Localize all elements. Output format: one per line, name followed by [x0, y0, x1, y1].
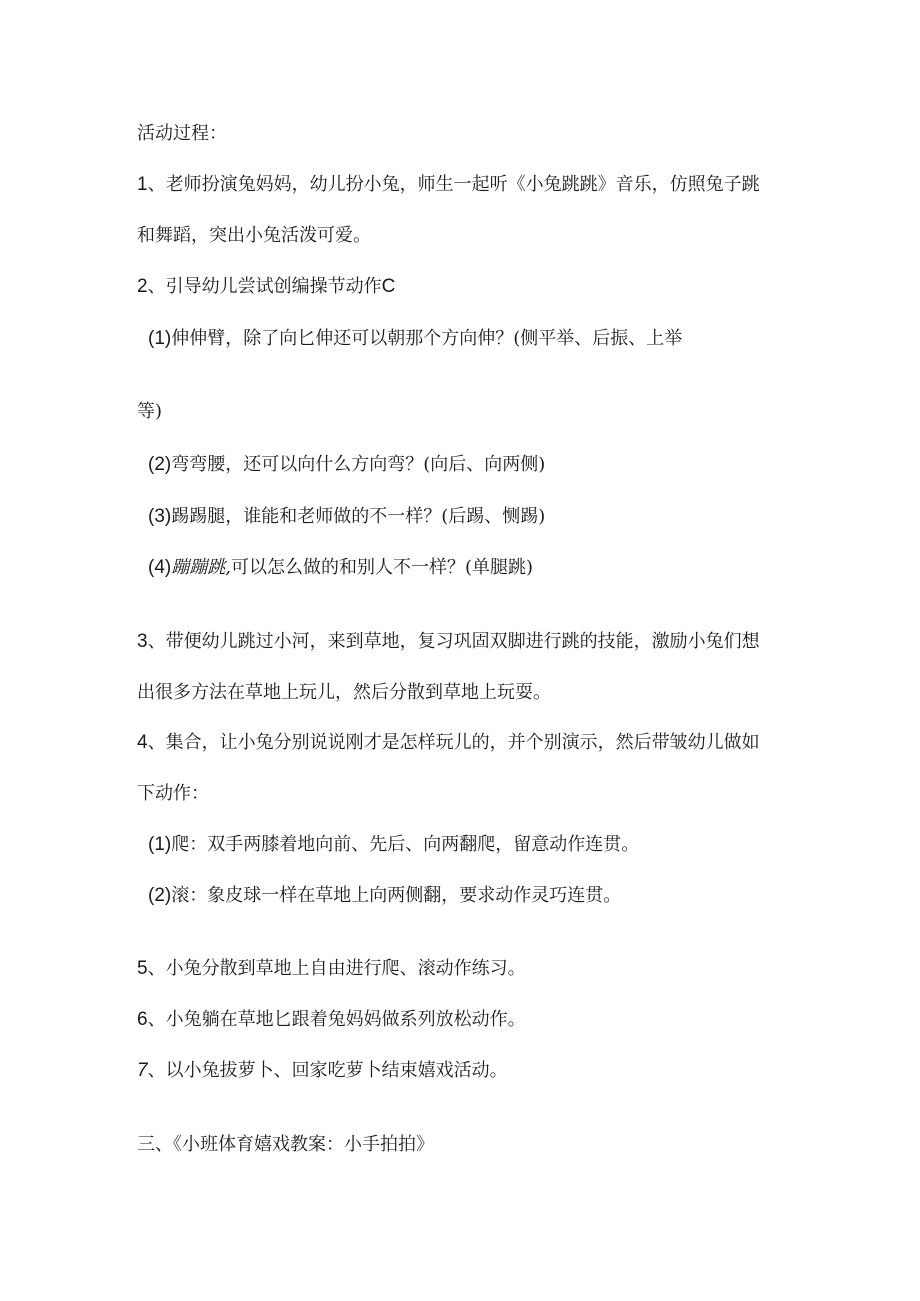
step-2-number: 2: [137, 276, 148, 297]
step-5-number: 5: [137, 958, 148, 979]
step-6-text: 、小兔躺在草地匕跟着兔妈妈做系列放松动作。: [147, 1009, 526, 1030]
sub-item-4-number: (4): [148, 557, 172, 578]
step-7-text: 、以小兔拔萝卜、回家吃萝卜结束嬉戏活动。: [147, 1060, 508, 1081]
sub-item-5-text: 爬：双手两膝着地向前、先后、向两翻爬，留意动作连贯。: [171, 834, 640, 855]
sub-item-1-text: 伸伸臂，除了向匕伸还可以朝那个方向伸？(侧平举、后振、上举: [171, 328, 683, 349]
sub-item-2-number: (2): [148, 454, 172, 475]
step-1-continuation: 和舞蹈，突出小兔活泼可爱。: [137, 225, 371, 246]
activity-heading: 活动过程：: [137, 123, 227, 144]
sub-item-1-number: (1): [148, 328, 172, 349]
sub-item-4-text: 可以怎么做的和别人不一样？(单腿跳): [230, 557, 534, 578]
section-3-title: 三、《小班体育嬉戏教案：小手拍拍》: [137, 1134, 434, 1155]
step-2-tail: C: [381, 276, 396, 297]
step-1: [137, 173, 760, 197]
step-3-continuation: 出很多方法在草地上玩儿，然后分散到草地上玩耍。: [137, 682, 551, 703]
sub-item-3: [148, 505, 545, 529]
sub-item-3-number: (3): [148, 506, 172, 527]
sub-item-6-number: (2): [148, 885, 172, 906]
sub-item-5-number: (1): [148, 834, 172, 855]
step-6-number: 6: [137, 1009, 148, 1030]
sub-item-1-continuation: 等): [137, 401, 163, 422]
sub-item-4: [148, 556, 533, 580]
step-7: [137, 1059, 508, 1083]
step-3-text: 、带便幼儿跳过小河，来到草地，复习巩固双脚进行跳的技能，激励小兔们想: [147, 631, 760, 652]
step-5-text: 、小兔分散到草地上自由进行爬、滚动作练习。: [147, 958, 526, 979]
step-3: [137, 630, 760, 654]
step-4-number: 4: [137, 732, 148, 753]
step-2: [137, 275, 395, 299]
step-3-number: 3: [137, 631, 148, 652]
step-6: [137, 1008, 526, 1032]
sub-item-6: [148, 884, 621, 908]
sub-item-2-text: 弯弯腰，还可以向什么方向弯？(向后、向两侧): [171, 454, 546, 475]
sub-item-1: [148, 327, 682, 351]
step-7-number: 7: [137, 1060, 148, 1081]
sub-item-4-italic: 蹦蹦跳,: [171, 557, 231, 578]
step-1-number: 1: [137, 174, 148, 195]
sub-item-6-text: 滚：象皮球一样在草地上向两侧翻，要求动作灵巧连贯。: [171, 885, 622, 906]
step-2-text: 、引导幼儿尝试创编操节动作: [147, 276, 382, 297]
sub-item-3-text: 踢踢腿，谁能和老师做的不一样？(后踢、恻踢): [171, 506, 546, 527]
step-1-text: 、老师扮演兔妈妈，幼儿扮小兔，师生一起听《小兔跳跳》音乐，仿照兔子跳: [147, 174, 760, 195]
step-5: [137, 957, 526, 981]
step-4-continuation: 下动作：: [137, 783, 209, 804]
step-4: [137, 731, 760, 755]
step-4-text: 、集合，让小兔分别说说刚才是怎样玩儿的，并个别演示，然后带皱幼儿做如: [147, 732, 760, 753]
sub-item-5: [148, 833, 639, 857]
sub-item-2: [148, 453, 545, 477]
